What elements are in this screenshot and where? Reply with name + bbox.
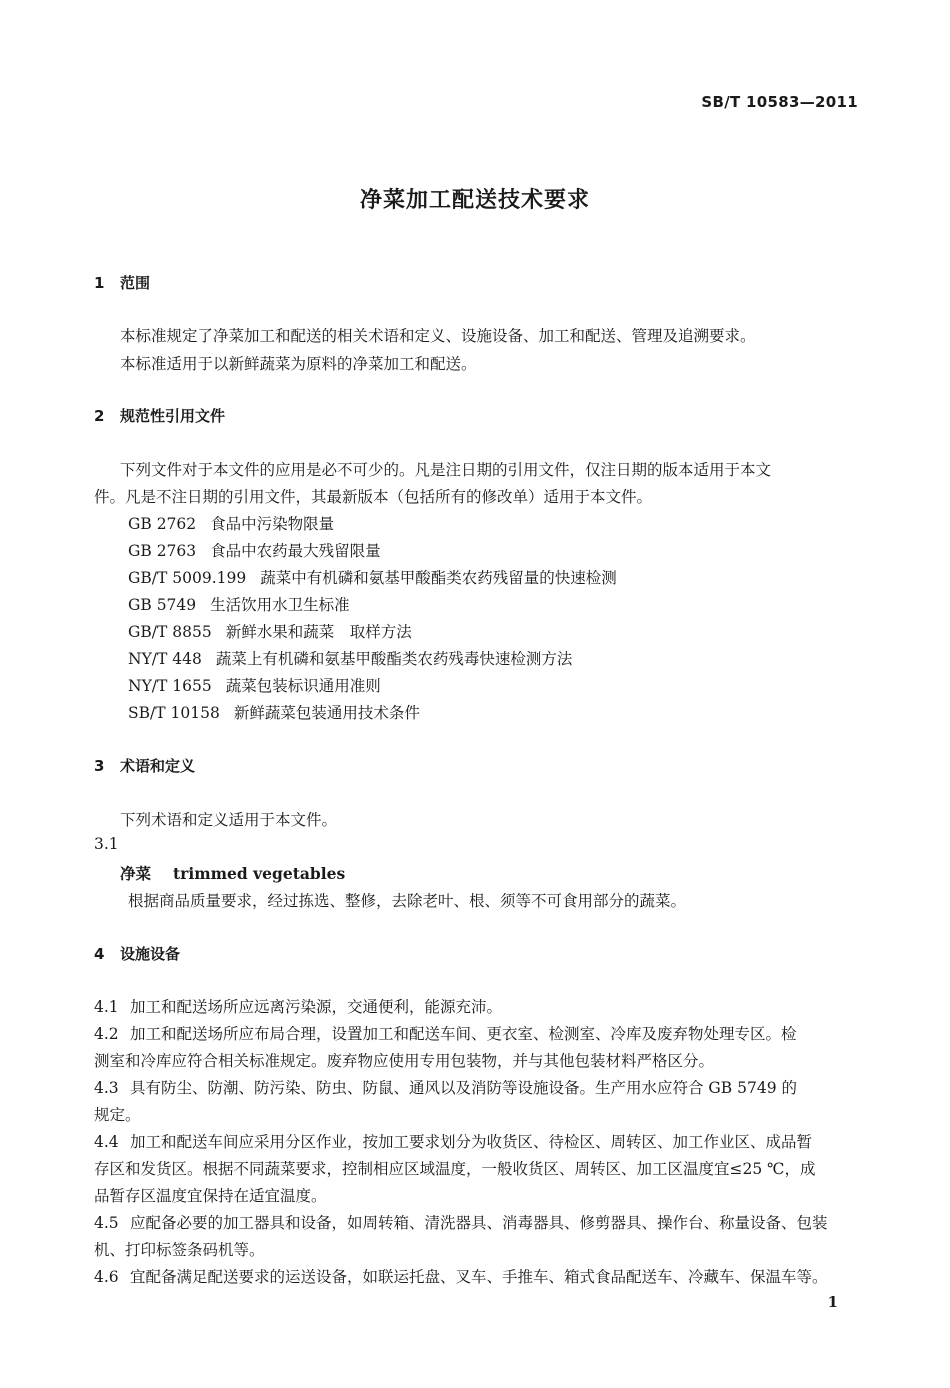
reference-item [128,674,381,696]
section-title: 术语和定义 [120,757,196,775]
reference-code: GB/T 5009.199 [128,569,247,587]
reference-code: SB/T 10158 [128,704,220,722]
term-entry [120,862,345,884]
standard-code: SB/T 10583—2011 [701,93,858,111]
clause [94,1022,797,1044]
term-english: trimmed vegetables [173,864,346,883]
reference-item [128,620,412,642]
reference-code: GB 2762 [128,515,197,533]
section-number: 3 [94,757,105,775]
paragraph: 本标准适用于以新鲜蔬菜为原料的净菜加工和配送。 [120,355,477,373]
section-title: 范围 [120,274,151,292]
section-2-heading [94,405,225,426]
section-4-heading [94,943,180,964]
section-title: 设施设备 [120,945,181,963]
term-number: 3.1 [94,835,119,853]
section-number: 2 [94,407,105,425]
section-title: 规范性引用文件 [120,407,226,425]
clause-text: 具有防尘、防潮、防污染、防虫、防鼠、通风以及消防等设施设备。生产用水应符合 GB 5749 的 [130,1079,798,1097]
paragraph-line: 下列文件对于本文件的应用是必不可少的。凡是注日期的引用文件，仅注日期的版本适用于本文 [120,461,772,479]
reference-item [128,647,572,669]
clause-number: 4.6 [94,1268,119,1286]
clause-text: 应配备必要的加工器具和设备，如周转箱、清洗器具、消毒器具、修剪器具、操作台、称量设备、包装 [130,1214,828,1232]
reference-code: GB 2763 [128,542,197,560]
section-3-heading [94,755,195,776]
reference-name: 蔬菜中有机磷和氨基甲酸酯类农药残留量的快速检测 [260,569,617,587]
reference-item [128,539,381,561]
clause [94,1211,828,1233]
reference-name: 食品中污染物限量 [210,515,335,533]
clause-number: 4.1 [94,998,119,1016]
reference-code: NY/T 448 [128,650,202,668]
term-definition: 根据商品质量要求，经过拣选、整修，去除老叶、根、须等不可食用部分的蔬菜。 [128,892,687,910]
document-title: 净菜加工配送技术要求 [359,188,590,213]
clause-continuation: 规定。 [94,1106,141,1124]
clause [94,995,502,1017]
clause [94,1076,797,1098]
reference-code: GB 5749 [128,596,197,614]
reference-name: 食品中农药最大残留限量 [210,542,381,560]
paragraph: 本标准规定了净菜加工和配送的相关术语和定义、设施设备、加工和配送、管理及追溯要求。 [120,327,756,345]
clause-continuation: 存区和发货区。根据不同蔬菜要求，控制相应区域温度，一般收货区、周转区、加工区温度宜≤25 ℃，成 [94,1160,816,1178]
reference-name: 蔬菜上有机磷和氨基甲酸酯类农药残毒快速检测方法 [215,650,573,668]
reference-item [128,701,420,723]
reference-code: GB/T 8855 [128,623,212,641]
section-1-heading [94,272,150,293]
reference-name: 生活饮用水卫生标准 [210,596,350,614]
term-chinese: 净菜 [120,865,152,883]
clause-number: 4.4 [94,1133,119,1151]
reference-item [128,593,350,615]
paragraph-line: 件。凡是不注日期的引用文件，其最新版本（包括所有的修改单）适用于本文件。 [94,488,653,506]
clause-continuation: 测室和冷库应符合相关标准规定。废弃物应使用专用包装物，并与其他包装材料严格区分。 [94,1052,715,1070]
clause [94,1130,812,1152]
reference-name: 蔬菜包装标识通用准则 [225,677,381,695]
clause-text: 加工和配送场所应布局合理，设置加工和配送车间、更衣室、检测室、冷库及废弃物处理专区。检 [130,1025,797,1043]
clause-text: 加工和配送场所应远离污染源，交通便利，能源充沛。 [130,998,503,1016]
reference-name: 新鲜蔬菜包装通用技术条件 [233,704,420,722]
reference-item [128,512,334,534]
reference-item [128,566,617,588]
reference-name: 新鲜水果和蔬菜 取样方法 [225,623,412,641]
clause-number: 4.5 [94,1214,119,1232]
clause-continuation: 品暂存区温度宜保持在适宜温度。 [94,1187,327,1205]
clause-text: 宜配备满足配送要求的运送设备，如联运托盘、叉车、手推车、箱式食品配送车、冷藏车、保温车等。 [130,1268,828,1286]
clause-text: 加工和配送车间应采用分区作业，按加工要求划分为收货区、待检区、周转区、加工作业区、成品暂 [130,1133,813,1151]
clause [94,1265,828,1287]
clause-number: 4.2 [94,1025,119,1043]
clause-number: 4.3 [94,1079,119,1097]
reference-code: NY/T 1655 [128,677,212,695]
section-number: 1 [94,274,105,292]
page-number: 1 [827,1293,838,1311]
paragraph: 下列术语和定义适用于本文件。 [120,811,338,829]
clause-continuation: 机、打印标签条码机等。 [94,1241,265,1259]
section-number: 4 [94,945,105,963]
